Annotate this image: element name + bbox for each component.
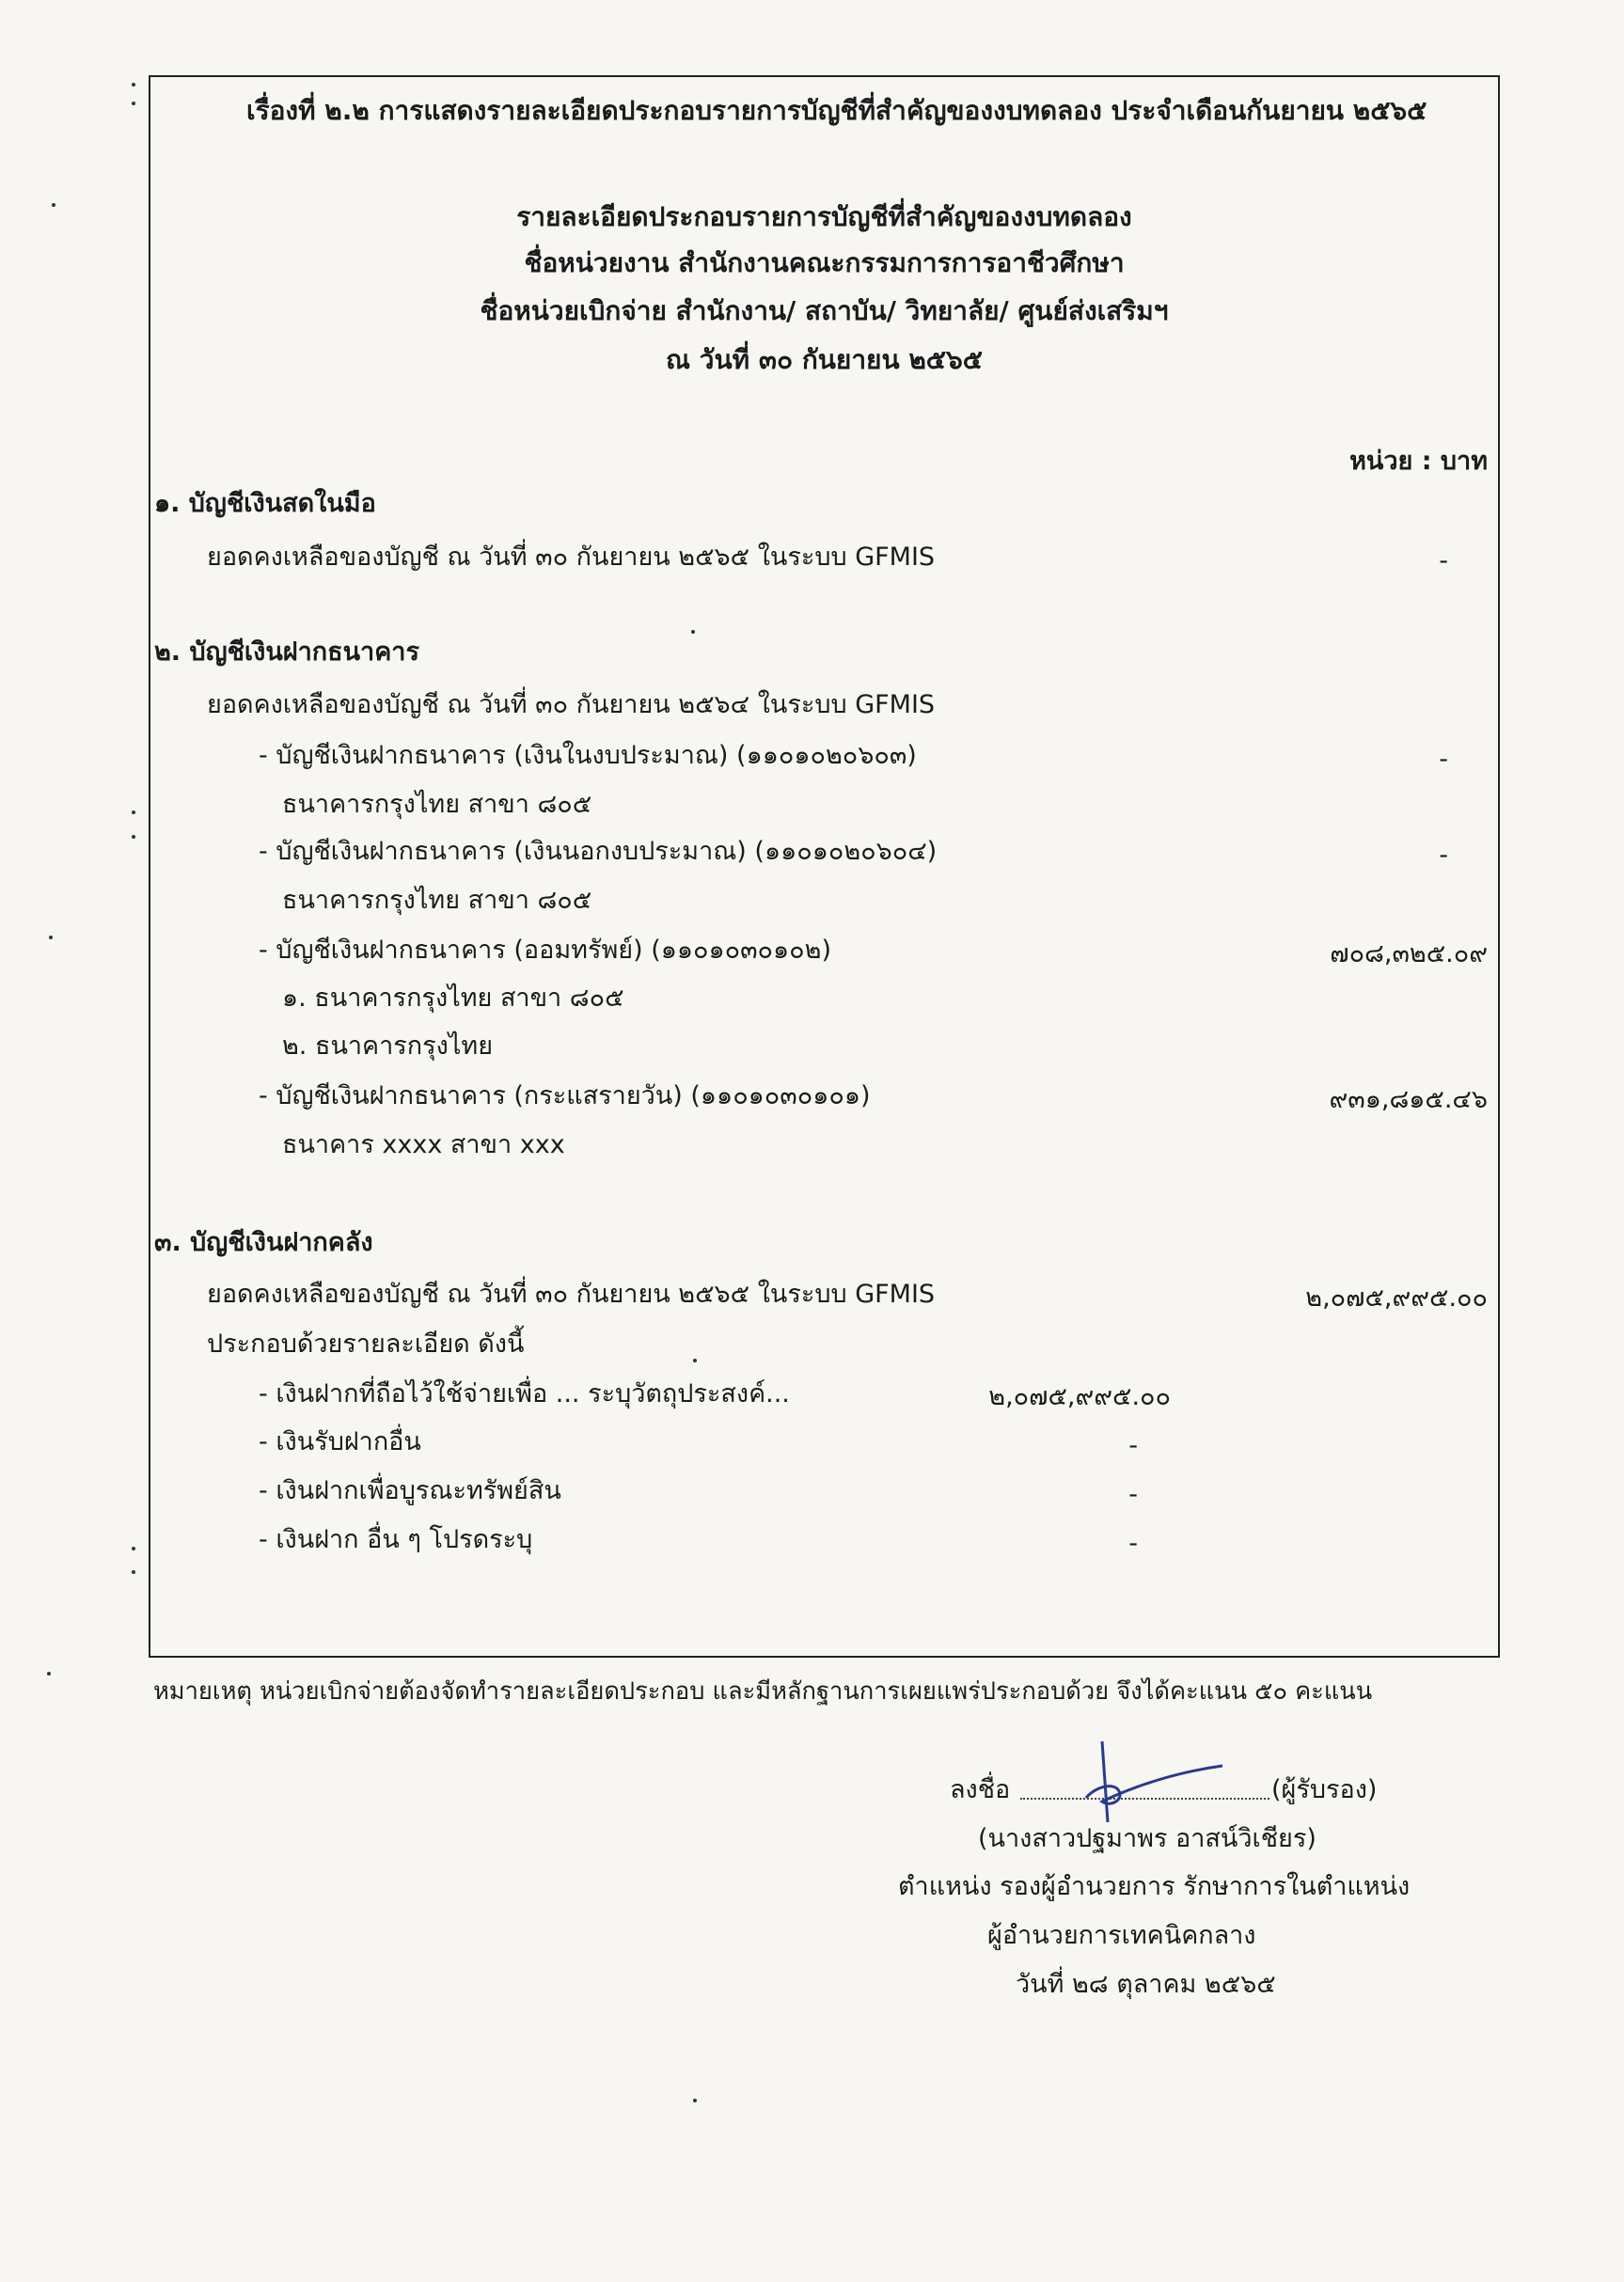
scan-speck [132,83,135,87]
section-2-heading: ๒. บัญชีเงินฝากธนาคาร [154,637,419,667]
handwritten-signature [1081,1739,1232,1824]
bank-item-2-label: - บัญชีเงินฝากธนาคาร (เงินนอกงบประมาณ) (๑๑๐๑๐๒๐๖๐๔) [259,837,938,866]
bank-item-4-sub: ธนาคาร xxxx สาขา xxx [282,1130,565,1159]
treasury-detail-2-label: - เงินรับฝากอื่น [259,1427,421,1456]
title-line-2: ชื่อหน่วยงาน สำนักงานคณะกรรมการการอาชีวศึกษา [524,247,1125,278]
bank-item-1-label: - บัญชีเงินฝากธนาคาร (เงินในงบประมาณ) (๑๑๐๑๐๒๐๖๐๓) [259,741,917,770]
scan-speck [49,936,53,939]
treasury-detail-4-value: - [1128,1529,1138,1558]
scan-speck [47,1672,51,1676]
treasury-detail-3-label: - เงินฝากเพื่อบูรณะทรัพย์สิน [259,1476,561,1505]
title-line-1: รายละเอียดประกอบรายการบัญชีที่สำคัญของงบทดลอง [516,201,1132,232]
scan-speck [132,1570,135,1574]
note-text: หมายเหตุ หน่วยเบิกจ่ายต้องจัดทำรายละเอียดประกอบ และมีหลักฐานการเผยแพร่ประกอบด้วย จึงได้คะแนน ๕๐ คะแนน [153,1677,1373,1706]
treasury-detail-4-label: - เงินฝาก อื่น ๆ โปรดระบุ [259,1525,533,1554]
bank-item-3-label: - บัญชีเงินฝากธนาคาร (ออมทรัพย์) (๑๑๐๑๐๓๐๑๐๒) [259,936,831,965]
sign-label: ลงชื่อ [950,1775,1011,1804]
section-3-detail-intro: ประกอบด้วยรายละเอียด ดังนี้ [207,1330,525,1359]
treasury-detail-2-value: - [1128,1431,1138,1460]
section-3-balance-label: ยอดคงเหลือของบัญชี ณ วันที่ ๓๐ กันยายน ๒๕๖๕ ในระบบ GFMIS [207,1280,936,1309]
sign-date: วันที่ ๒๘ ตุลาคม ๒๕๖๕ [1016,1970,1276,1999]
title-line-3: ชื่อหน่วยเบิกจ่าย สำนักงาน/ สถาบัน/ วิทยาลัย/ ศูนย์ส่งเสริมฯ [480,295,1169,326]
bank-item-2-value: - [1439,841,1448,870]
scan-speck [132,102,135,105]
bank-item-1-value: - [1439,745,1448,774]
scan-speck [132,811,135,814]
scan-speck [132,835,135,839]
bank-item-1-sub: ธนาคารกรุงไทย สาขา ๘๐๕ [282,790,592,819]
treasury-detail-3-value: - [1128,1480,1138,1509]
signer-name: (นางสาวปฐมาพร อาสน์วิเชียร) [978,1824,1317,1853]
bank-item-3-sub-2: ๒. ธนาคารกรุงไทย [282,1031,494,1061]
section-2-balance-label: ยอดคงเหลือของบัญชี ณ วันที่ ๓๐ กันยายน ๒๕๖๔ ในระบบ GFMIS [207,690,936,719]
bank-item-3-value: ๗๐๘,๓๒๕.๐๙ [1330,939,1488,968]
section-3-balance-value: ๒,๐๗๕,๙๙๕.๐๐ [1305,1283,1488,1313]
section-1-heading: ๑. บัญชีเงินสดในมือ [154,489,376,518]
bank-item-2-sub: ธนาคารกรุงไทย สาขา ๘๐๕ [282,886,592,915]
signer-role: (ผู้รับรอง) [1271,1775,1378,1804]
section-3-heading: ๓. บัญชีเงินฝากคลัง [154,1228,373,1257]
treasury-detail-1-label: - เงินฝากที่ถือไว้ใช้จ่ายเพื่อ ... ระบุวัตถุประสงค์... [259,1379,790,1409]
bank-item-3-sub-1: ๑. ธนาคารกรุงไทย สาขา ๘๐๕ [282,984,624,1013]
unit-label: หน่วย : บาท [1349,447,1488,476]
scan-speck [52,203,55,207]
section-1-balance-label: ยอดคงเหลือของบัญชี ณ วันที่ ๓๐ กันยายน ๒๕๖๕ ในระบบ GFMIS [207,543,936,572]
signer-position-1: ตำแหน่ง รองผู้อำนวยการ รักษาการในตำแหน่ง [898,1872,1411,1901]
title-line-4: ณ วันที่ ๓๐ กันยายน ๒๕๖๕ [666,344,983,375]
bank-item-4-label: - บัญชีเงินฝากธนาคาร (กระแสรายวัน) (๑๑๐๑๐๓๐๑๐๑) [259,1081,871,1110]
signer-position-2: ผู้อำนวยการเทคนิคกลาง [987,1921,1256,1950]
section-1-balance-value: - [1439,546,1448,575]
bank-item-4-value: ๙๓๑,๘๑๕.๔๖ [1329,1085,1488,1114]
scan-speck [693,2099,697,2102]
header-line: เรื่องที่ ๒.๒ การแสดงรายละเอียดประกอบรายการบัญชีที่สำคัญของงบทดลอง ประจำเดือนกันยายน ๒๕๖๕ [246,95,1427,126]
treasury-detail-1-value: ๒,๐๗๕,๙๙๕.๐๐ [988,1382,1171,1411]
scan-speck [132,1547,135,1550]
